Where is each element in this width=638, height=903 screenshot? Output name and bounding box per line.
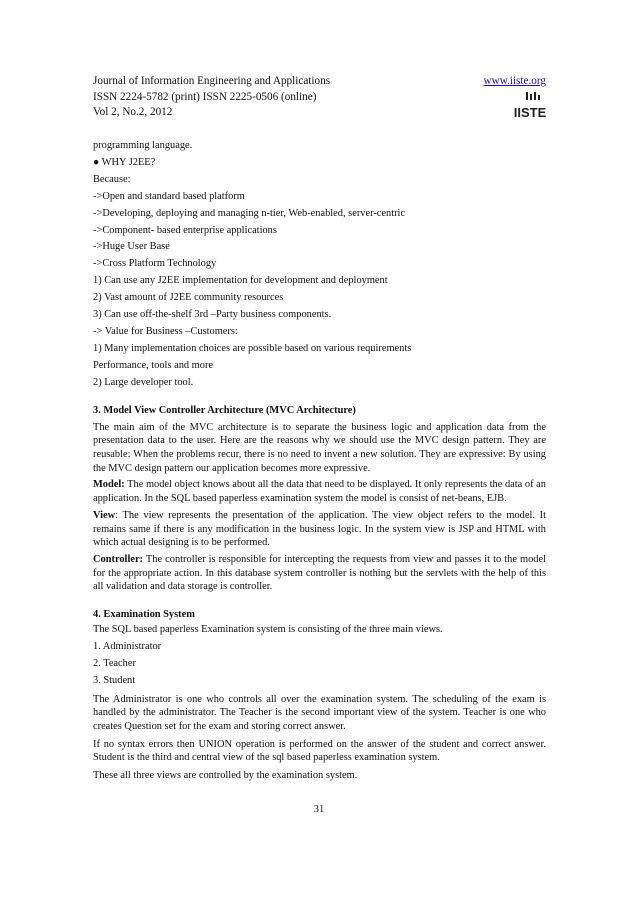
- body-line: ->Cross Platform Technology: [93, 258, 217, 270]
- body-line: 2) Vast amount of J2EE community resources: [93, 292, 284, 304]
- body-line: 3) Can use off-the-shelf 3rd –Party business components.: [93, 309, 332, 321]
- body-line: programming language.: [93, 140, 193, 151]
- body-line: Performance, tools and more: [93, 359, 214, 371]
- administrator-paragraph: The Administrator is one who controls all over the examination system. The scheduling of the exam is handled by the administrator. The Teacher is the second important view of the system. Teacher is one who creates Question set for the exam and storing correct answer.: [93, 693, 546, 733]
- model-text: The model object knows about all the data that need to be displayed. It only represents the data of an application. In the SQL based paperless examination system the model is consist of net-beans, EJB.: [93, 479, 546, 505]
- body-line: The SQL based paperless Examination system is consisting of the three main views.: [93, 624, 443, 636]
- body-line: 1) Many implementation choices are possible based on various requirements: [93, 342, 412, 354]
- body-line: 1. Administrator: [93, 640, 162, 652]
- volume-line: Vol 2, No.2, 2012: [93, 106, 173, 119]
- page-number: 31: [313, 804, 325, 815]
- body-line: 2. Teacher: [93, 657, 136, 669]
- body-line: 2) Large developer tool.: [93, 376, 194, 388]
- body-line: ->Huge User Base: [93, 241, 170, 253]
- model-label: Model:: [93, 479, 125, 491]
- model-paragraph: [93, 478, 546, 505]
- controller-paragraph: [93, 553, 546, 594]
- body-line: Because:: [93, 173, 131, 185]
- issn-line: ISSN 2224-5782 (print) ISSN 2225-0506 (online): [93, 90, 317, 103]
- journal-header: [93, 74, 546, 122]
- mvc-paragraph: The main aim of the MVC architecture is to separate the business logic and application data from the presentation data to the user. Here are the reasons why we should use the MVC design pattern. They are reusable: When the problems recur, there is no need to invent a new solution. They are expressive: By using the MVC design pattern our application becomes more expressive.: [93, 421, 546, 474]
- view-text: : The view represents the presentation of the application. The view object refers to the model. It remains same if there is any modification in the business logic. In the system view is JSP and HTML with which actual designing is to be performed.: [93, 509, 546, 549]
- controller-text: The controller is responsible for intercepting the requests from view and passes it to the model for the appropriate action. In this database system controller is nothing but the servlets with the help of this all validation and data storage is controller.: [93, 553, 546, 593]
- section-heading-exam: 4. Examination System: [93, 609, 195, 621]
- intro-list: [93, 138, 546, 392]
- controller-label: Controller:: [93, 553, 144, 565]
- body-line: 1) Can use any J2EE implementation for development and deployment: [93, 275, 388, 287]
- journal-url-link[interactable]: www.iiste.org: [483, 75, 546, 87]
- views-paragraph: These all three views are controlled by the examination system.: [93, 770, 358, 782]
- body-line: ->Developing, deploying and managing n-tier, Web-enabled, server-centric: [93, 207, 406, 219]
- body-line: ● WHY J2EE?: [93, 156, 156, 168]
- body-line: 3. Student: [93, 674, 136, 686]
- body-line: ->Component- based enterprise applications: [93, 224, 277, 236]
- section-heading-mvc: 3. Model View Controller Architecture (MVC Architecture): [93, 404, 356, 416]
- view-label: View: [93, 509, 116, 521]
- union-paragraph: If no syntax errors then UNION operation is performed on the answer of the student and correct answer. Student is the third and central view of the sql based paperless examination system.: [93, 738, 546, 764]
- svg-text:IISTE: IISTE: [514, 105, 546, 120]
- view-paragraph: [93, 509, 546, 550]
- body-line: ->Open and standard based platform: [93, 190, 245, 202]
- iiste-logo: [514, 91, 546, 121]
- body-line: -> Value for Business –Customers:: [93, 325, 238, 337]
- journal-title: Journal of Information Engineering and Applications: [93, 75, 331, 87]
- article-body: [93, 138, 546, 783]
